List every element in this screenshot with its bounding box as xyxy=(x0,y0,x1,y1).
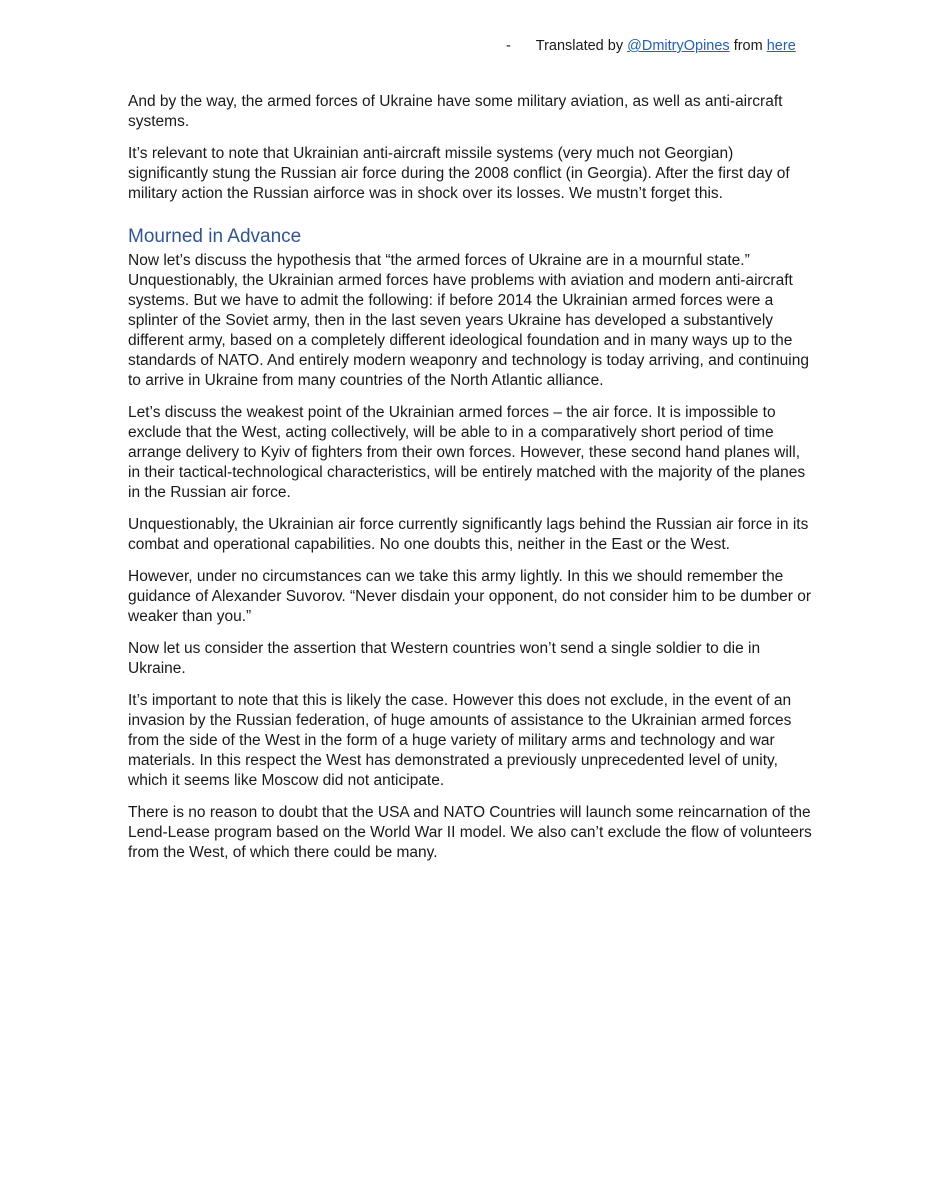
body-paragraph: It’s relevant to note that Ukrainian anti-aircraft missile systems (very much not Georgian) significantly stung the Russian air force during the 2008 conflict (in Georgia). After the first day of military action the Russian airforce was in shock over its losses. We mustn’t forget this. xyxy=(128,145,790,202)
document-body xyxy=(128,92,812,875)
body-paragraph: There is no reason to doubt that the USA and NATO Countries will launch some reincarnation of the Lend-Lease program based on the World War II model. We also can’t exclude the flow of volunteers from the West, of which there could be many. xyxy=(128,804,812,861)
body-paragraph: And by the way, the armed forces of Ukraine have some military aviation, as well as anti-aircraft systems. xyxy=(128,93,783,130)
section-heading: Mourned in Advance xyxy=(128,226,302,247)
header-dash: - xyxy=(506,38,511,54)
body-paragraph: Unquestionably, the Ukrainian air force currently significantly lags behind the Russian air force in its combat and operational capabilities. No one doubts this, neither in the East or the West. xyxy=(128,516,809,553)
body-paragraph: However, under no circumstances can we take this army lightly. In this we should remember the guidance of Alexander Suvorov. “Never disdain your opponent, do not consider him to be dumber or weaker than you.” xyxy=(128,568,811,625)
translator-handle-link[interactable]: @DmitryOpines xyxy=(627,38,730,54)
source-link[interactable]: here xyxy=(766,38,796,54)
header-middle: from xyxy=(733,38,763,54)
body-paragraph: Now let us consider the assertion that Western countries won’t send a single soldier to die in Ukraine. xyxy=(128,640,761,677)
body-paragraph: It’s important to note that this is likely the case. However this does not exclude, in the event of an invasion by the Russian federation, of huge amounts of assistance to the Ukrainian armed forces from the side of the West in the form of a huge variety of military arms and technology and war materials. In this respect the West has demonstrated a previously unprecedented level of unity, which it seems like Moscow did not anticipate. xyxy=(128,692,792,789)
header-prefix: Translated by xyxy=(535,38,624,54)
translation-credit xyxy=(506,36,826,56)
body-paragraph: Let’s discuss the weakest point of the Ukrainian armed forces – the air force. It is impossible to exclude that the West, acting collectively, will be able to in a comparatively short period of time arrange delivery to Kyiv of fighters from their own forces. However, these second hand planes will, in their tactical-technological characteristics, will be entirely matched with the majority of the planes in the Russian air force. xyxy=(128,404,806,501)
body-paragraph: Now let’s discuss the hypothesis that “the armed forces of Ukraine are in a mournful state.” Unquestionably, the Ukrainian armed forces have problems with aviation and modern anti-aircraft systems. But we have to admit the following: if before 2014 the Ukrainian armed forces were a splinter of the Soviet army, then in the last seven years Ukraine has developed a substantively different army, based on a completely different ideological foundation and in many ways up to the standards of NATO. And entirely modern weaponry and technology is today arriving, and continuing to arrive in Ukraine from many countries of the North Atlantic alliance. xyxy=(128,252,809,389)
